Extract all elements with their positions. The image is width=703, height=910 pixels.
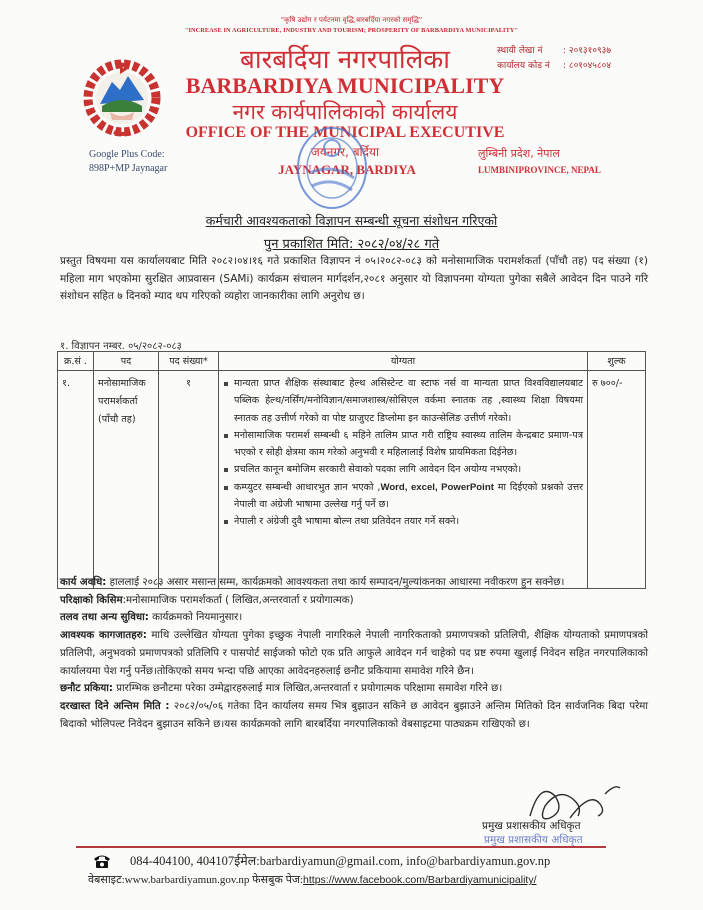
section-documents [60, 627, 648, 680]
municipality-name-nepali: बारबर्दिया नगरपालिका [240, 45, 450, 75]
facebook-link[interactable]: https://www.facebook.com/Barbardiyamunicipality/ [303, 874, 537, 886]
id-label: कार्यालय कोड नं [497, 61, 550, 71]
office-name-nepali: नगर कार्यपालिकाको कार्यालय [232, 100, 458, 124]
section-text: :मनोसामाजिक परामर्शकर्ता ( लिखित,अन्तरवार्ता र प्रयोगात्मक) [122, 594, 354, 606]
footer-website: वेबसाइट:www.barbardiyamun.gov.np फेसबुक पेज: [88, 874, 304, 886]
office-seal-stamp-icon [282, 118, 382, 218]
motto-nepali: "कृषि उद्योग र पर्यटनमा वृद्धि,बारबर्दिया नगरको समृद्धि" [280, 16, 423, 24]
signatory-title: प्रमुख प्रशासकीय अधिकृत [482, 820, 581, 832]
qual-computer-post: मा दिईएको प्रश्नको उत्तर नेपाली वा अंग्रेजी भाषामा उल्लेख गर्नु पर्ने छ। [234, 481, 584, 511]
section-label: तलव तथा अन्य सुविधा: [60, 612, 149, 624]
cell-post: मनोसामाजिक परामर्शकर्ता (पाँचौ तह) [94, 371, 159, 589]
table-header-row [58, 352, 646, 371]
section-label: दरखास्त दिने अन्तिम मिति : [60, 700, 170, 712]
section-text: २०८२/०५/०६ गतेका दिन कार्यालय समय भित्र बुझाउन सकिने छ आवेदन बुझाउने अन्तिम मितिको दिन सार्वजनिक बिदा परेमा बिदाको भोलिपल्ट निवेदन बुझाउन सकिने छ।यस कार्यक्रमको लागि बारबर्दिया नगरपालिकाको वेबसाइटमा पाठ्यक्रम राखिएको छ। [60, 700, 649, 730]
google-plus-label: Google Plus Code: [89, 149, 165, 160]
cell-qualifications [219, 371, 588, 589]
section-salary [60, 609, 648, 627]
office-identifiers [497, 44, 611, 74]
section-deadline [60, 698, 648, 733]
section-label: छनौट प्रकिया: [60, 683, 113, 695]
qualification-item [223, 479, 583, 514]
header-serial: क्र.सं . [58, 352, 94, 371]
qualification-item: मनोसामाजिक परामर्श सम्बन्धी ६ महिने तालिम प्राप्त गरी राष्ट्रिय स्वास्थ्य तालिम केन्द्रबाट प्रमाण-पत्र भएको र सोही क्षेत्रमा काम गरेको अनुभवी र महिलालाई विशेष प्रायमिकता दिईनेछ। [223, 427, 583, 462]
section-label: परिक्षाको किसिम [60, 594, 123, 606]
motto-english: "INCREASE IN AGRICULTURE, INDUSTRY AND TOURISM; PROSPERITY OF BARBARDIYA MUNICIPALITY" [184, 27, 519, 34]
qual-computer-software: Word, excel, PowerPoint [380, 481, 494, 493]
qualification-list [223, 375, 583, 531]
notice-body [60, 574, 648, 733]
address-english: JAYNAGAR, BARDIYA [278, 162, 416, 177]
notice-title: कर्मचारी आवश्यकताको विज्ञापन सम्बन्धी सूचना संशोधन गरिएको [205, 213, 498, 228]
section-exam-type [60, 592, 648, 610]
telephone-icon [92, 853, 112, 869]
address-nepali: जयनगर, बर्दिया [310, 145, 380, 159]
section-text: कार्यक्रमको नियमानुसार। [148, 612, 243, 624]
province-nepali: लुम्बिनी प्रदेश, नेपाल [478, 147, 560, 160]
intro-paragraph: प्रस्तुत विषयमा यस कार्यालयबाट मिति २०८२।०४।१६ गते प्रकाशित विज्ञापन नं ०५।२०८२-०८३ को मनोसामाजिक परामर्शकर्ता (पाँचौ तह) पद संख्या (१) महिला माग भएकोमा सुरक्षित आप्रवासन (SAMi) कार्यक्रम संचालन मार्गदर्शन,२०८१ अनुसार यो विज्ञापनमा योग्यता पुगेका सबैले आवेदन दिन पाउने गरि संशोधन सहित ७ दिनको म्याद थप गरिएको व्यहोरा जानकारीका लागि अनुरोध छ। [60, 255, 648, 302]
section-label: कार्य अवधि: [60, 577, 107, 588]
footer-web [88, 872, 536, 887]
cell-serial: १. [58, 371, 94, 589]
qualification-item: प्रचलित कानून बमोजिम सरकारी सेवाको पदका लागि आवेदन दिन अयोग्य नभएको। [223, 461, 583, 478]
header-fee: शुल्क [588, 352, 646, 371]
footer-divider [76, 846, 606, 848]
footer-phone-email: 084-404100, 404107ईमेल:barbardiyamun@gmail.com, info@barbardiyamun.gov.np [130, 854, 551, 868]
republished-date: पुन प्रकाशित मिति: २०८२/०४/२८ गते [263, 237, 440, 252]
signatory-stamp: प्रमुख प्रशासकीय अधिकृत [484, 834, 583, 846]
header-count: पद संख्या* [159, 352, 219, 371]
cell-count: १ [159, 371, 219, 589]
qualification-item: नेपाली र अंग्रेजी दुवै भाषामा बोल्न तथा प्रतिवेदन तयार गर्ने सक्ने। [223, 513, 583, 530]
section-label: आवश्यक कागजातहरु: [60, 630, 147, 642]
header-post: पद [94, 352, 159, 371]
id-row [497, 59, 611, 74]
advertisement-number: १. विज्ञापन नम्बर. ०५/२०८२-०८३ [60, 341, 182, 352]
footer-contact [92, 852, 550, 869]
id-label: स्थायी लेखा नं [497, 46, 543, 56]
id-row [497, 44, 611, 59]
section-text: हाललाई २०८३ असार मसान्त सम्म, कार्यक्रमको आवश्यकता तथा कार्य सम्पादन/मुल्यांकनका आधारमा नवीकरण हुन सक्नेछ। [106, 577, 565, 588]
id-value: : २०१३१०९३७ [563, 46, 612, 56]
section-text: माथि उल्लेखित योग्यता पुगेका इच्छुक नेपाली नागरिकले नेपाली नागरिकताको प्रमाणपत्रको प्रतिलिपी, शैक्षिक योग्यताको प्रमाणपत्रको प्रतिलिपी, अनुभवको प्रमाणपत्रको प्रतिलिपि र पासपोर्ट साईजको फोटो एक प्रति आफुले आवेदन गर्न चाहेको पद प्रष्ट रुपमा खुलाई निवेदन सहित नगरपालिकाको कार्यालयमा पेश गर्नु पर्नेछ।तोकिएको समय भन्दा पछि आएका आवेदनहरुलाई छनौट प्रकियामा समावेश गरिने छैन। [60, 630, 648, 677]
qual-computer-pre: कम्प्युटर सम्बन्धी आधारभुत ज्ञान भएको , [234, 481, 381, 493]
office-name-english: OFFICE OF THE MUNICIPAL EXECUTIVE [185, 124, 505, 141]
table-row [58, 371, 646, 589]
section-text: प्रारम्भिक छनौटमा परेका उम्मेद्वारहरुलाई मात्र लिखित,अन्तरवार्ता र प्रयोगात्मक परिक्षामा समावेश गरिने छ। [113, 683, 503, 695]
section-work-period [60, 574, 648, 592]
vacancy-table [57, 351, 646, 589]
qualification-item: मान्यता प्राप्त शैक्षिक संस्थाबाट हेल्थ असिस्टेन्ट वा स्टाफ नर्स वा मान्यता प्राप्त विश्वविद्यालयबाट पब्लिक हेल्थ/नर्सिंग/मनोविज्ञान/समाजशास्त्र/सोसिएल वर्कमा स्नातक तह ,स्वास्थ्य शिक्षा विषयमा स्नातक तह उत्तीर्ण गरेको वा पोष्ट ग्राजुएट डिप्लोमा इन काउन्सेलिङ उत्तीर्ण गरेको। [223, 375, 583, 427]
google-plus-value: 898P+MP Jaynagar [89, 163, 168, 174]
cell-fee: रु ७००/- [588, 371, 646, 589]
google-plus-code [89, 148, 167, 176]
header-qualification: योग्यता [219, 352, 588, 371]
id-value: : ८०१०४५८०४ [563, 61, 612, 71]
municipality-name-english: BARBARDIYA MUNICIPALITY [185, 73, 505, 98]
section-selection [60, 680, 648, 698]
province-english: LUMBINIPROVINCE, NEPAL [478, 165, 601, 175]
